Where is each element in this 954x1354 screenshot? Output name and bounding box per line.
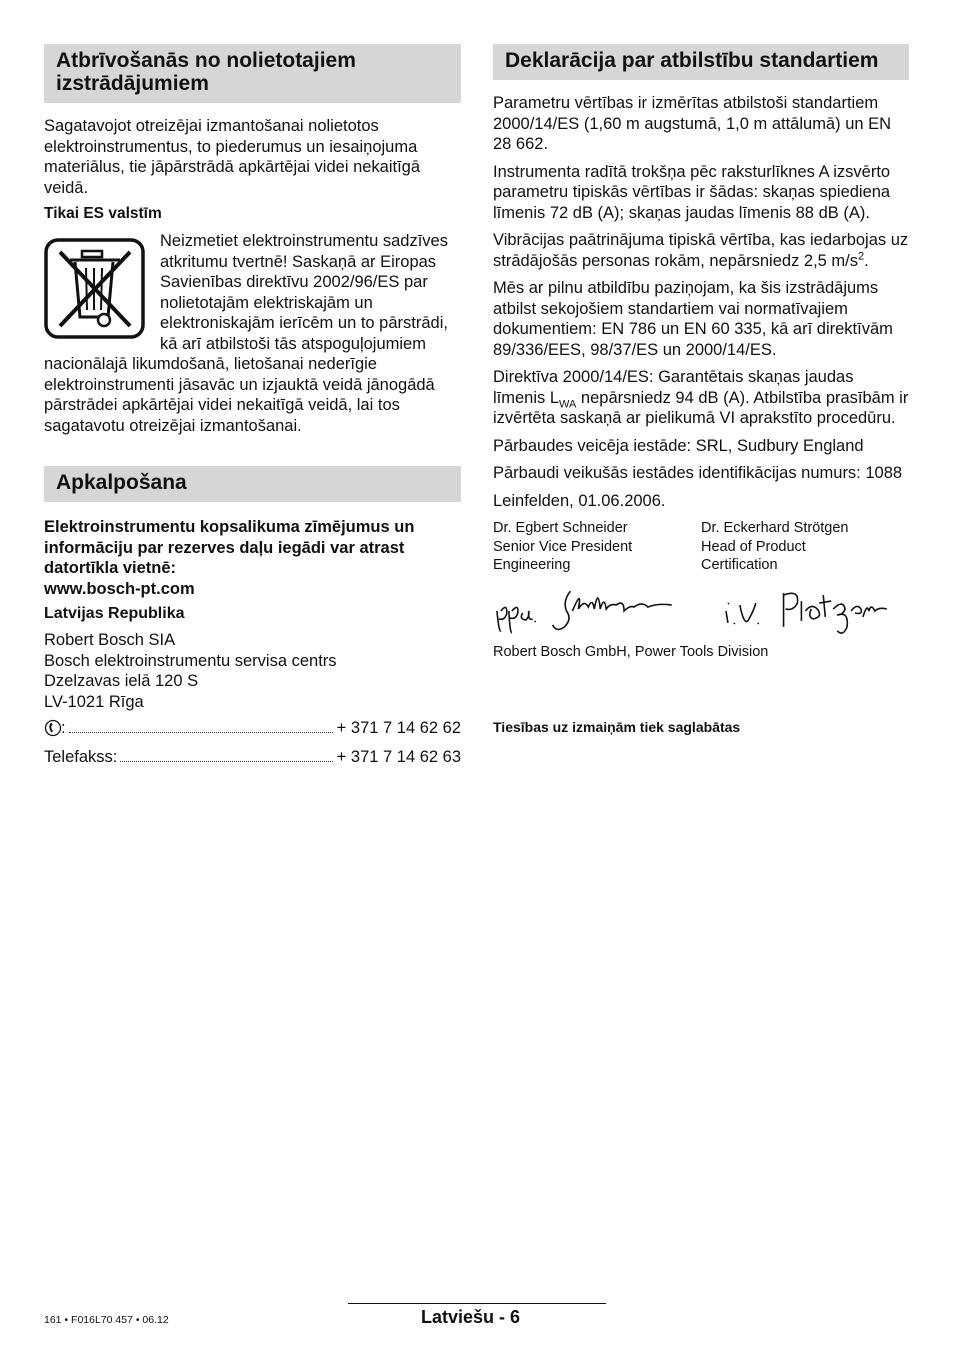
signature-1-image — [493, 581, 720, 641]
signatures — [493, 581, 909, 641]
crossed-out-wheelie-bin-icon — [44, 238, 145, 339]
division-line: Robert Bosch GmbH, Power Tools Division — [493, 643, 769, 660]
disposal-intro: Sagatavojot otreizējai izmantošanai nolietotos elektroinstrumentus, to piederumus un iesaiņojuma materiālus, tie jāpārstrādā apkārtējai videi nekaitīgā veidā. — [44, 117, 421, 197]
declaration-p3: Vibrācijas paātrinājuma tipiskā vērtība, kas iedarbojas uz strādājošās personas rokām, nepārsniedz 2,5 $m/s^2$. — [493, 231, 909, 270]
rights-reserved: Tiesības uz izmaiņām tiek saglabātas — [493, 718, 741, 735]
left-column — [44, 44, 461, 767]
fax-number: + 371 7 14 62 63 — [336, 747, 461, 766]
signatory-2-name: Dr. Eckerhard Strötgen — [701, 520, 849, 536]
telephone-icon — [44, 719, 61, 737]
phone-row — [44, 718, 461, 739]
phone-number: + 371 7 14 62 62 — [336, 719, 461, 737]
signature-2-image — [720, 581, 909, 641]
fax-label: Telefakss: — [44, 747, 118, 766]
eu-disposal-block — [44, 231, 461, 436]
city-postcode: LV-1021 Rīga — [44, 692, 144, 711]
footer-code: 161 • F016L70 457 • 06.12 — [44, 1314, 169, 1326]
service-heading: Apkalpošana — [44, 466, 461, 502]
street-address: Dzelzavas ielā 120 S — [44, 672, 199, 690]
signatory-2 — [701, 519, 909, 575]
declaration-p2: Instrumenta radītā trokšņa pēc raksturlīknes A izsvērto parametru tipiskās vērtības ir šādas: skaņas spiediena līmenis 72 dB (A); skaņas jaudas līmenis 88 dB (A). — [493, 162, 891, 222]
disposal-heading: Atbrīvošanās no nolietotajiem izstrādājumiem — [44, 44, 461, 103]
declaration-p4: Mēs ar pilnu atbildību paziņojam, ka šis izstrādājums atbilst sekojošiem standartiem vai normatīvajiem dokumentiem: EN 786 un EN 60 335, kā arī direktīvām 89/336/EES, 98/37/ES un 2000/14/ES. — [493, 279, 893, 359]
signatory-2-dept: Certification — [701, 557, 778, 573]
declaration-date: Leinfelden, 01.06.2006. — [493, 491, 666, 510]
footer-rule — [348, 1303, 606, 1304]
fax-row — [44, 747, 461, 768]
declaration-p5: Direktīva 2000/14/ES: Garantētais skaņas jaudas līmenis $L_{WA}$ nepārsniedz 94 dB (A). Atbilstība prasībām ir izvērtēta saskaņā ar pielikumā VI aprakstīto procedūru. — [493, 368, 909, 427]
eu-only-label: Tikai ES valstīm — [44, 205, 162, 222]
company-name: Robert Bosch SIA — [44, 631, 176, 649]
signatory-1-dept: Engineering — [493, 557, 571, 573]
declaration-p1: Parametru vērtības ir izmērītas atbilstoši standartiem 2000/14/ES (1,60 m augstumā, 1,0 m attālumā) un EN 28 662. — [493, 94, 892, 153]
signatory-1 — [493, 519, 701, 575]
dot-leader — [69, 732, 333, 733]
declaration-p7: Pārbaudi veikušās iestādes identifikācijas numurs: 1088 — [493, 464, 903, 482]
signatory-2-title: Head of Product — [701, 538, 806, 555]
service-lead: Elektroinstrumentu kopsalikuma zīmējumus un informāciju par rezerves daļu iegādi var atrast datortīkla vietnē: — [44, 518, 415, 577]
eu-disposal-text: Neizmetiet elektroinstrumentu sadzīves atkritumu tvertnē! Saskaņā ar Eiropas Savienības direktīvu 2002/96/ES par nolietotajām elektriskajām un elektroniskajām ierīcēm un to pārstrādi, kā arī atbilstoši tās atspoguļojumiem nacionālajā likumdošanā, lietošanai nederīgie elektroinstrumenti jāsavāc un izjauktā veidā jānogādā pārstrādei apkārtējai videi nekaitīgā veidā, lai tos sagatavotu otreizējai izmantošanai. — [44, 232, 448, 435]
signatories — [493, 519, 909, 575]
declaration-p6: Pārbaudes veicēja iestāde: SRL, Sudbury England — [493, 436, 864, 455]
service-centre: Bosch elektroinstrumentu servisa centrs — [44, 651, 337, 670]
dot-leader — [120, 761, 332, 762]
right-column — [493, 44, 909, 735]
service-url[interactable]: www.bosch-pt.com — [44, 579, 195, 598]
country-label: Latvijas Republika — [44, 605, 185, 622]
phone-label: : — [61, 719, 66, 737]
declaration-heading: Deklarācija par atbilstību standartiem — [493, 44, 909, 80]
signatory-1-name: Dr. Egbert Schneider — [493, 520, 628, 536]
signatory-1-title: Senior Vice President — [493, 538, 633, 555]
page-number: Latviešu - 6 — [421, 1307, 521, 1327]
